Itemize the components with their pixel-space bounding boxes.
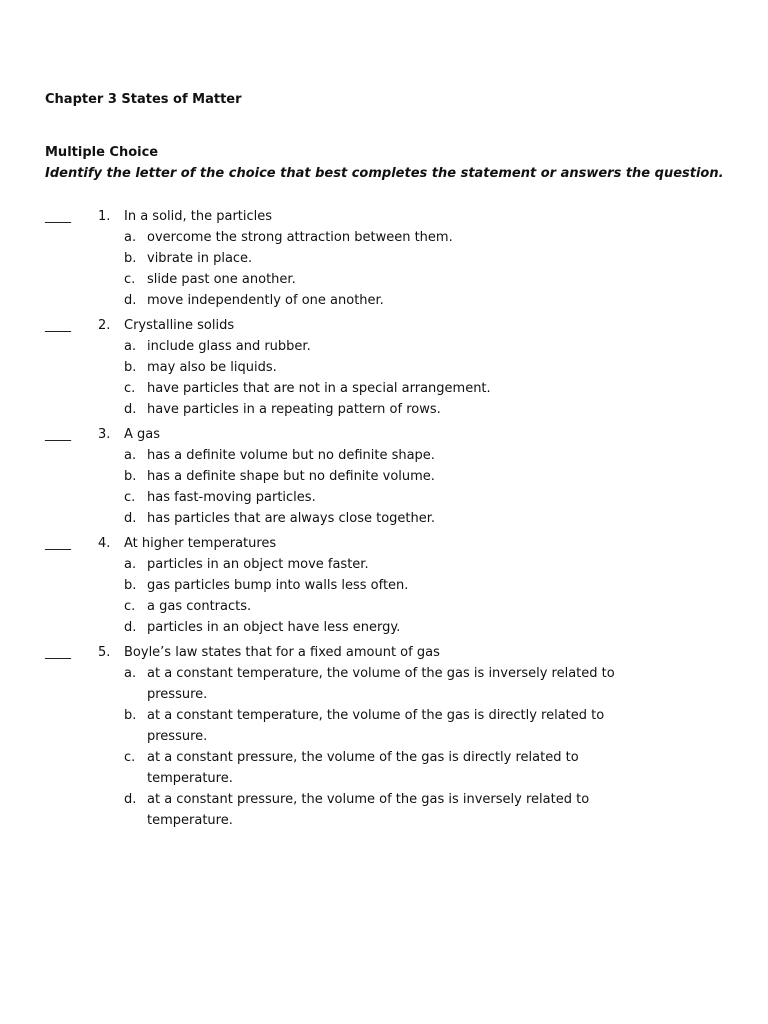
answer-blank[interactable]: ____ — [45, 427, 71, 442]
question-number: 5. — [98, 645, 111, 660]
choice-text: particles in an object move faster. — [147, 557, 369, 572]
question-stem: Crystalline solids — [124, 318, 235, 333]
choice-text: has particles that are always close together. — [147, 511, 436, 526]
choice-text: particles in an object have less energy. — [147, 620, 401, 635]
choice-text: gas particles bump into walls less often. — [147, 578, 409, 593]
choice-d — [0, 617, 768, 638]
choice-letter: a. — [124, 666, 137, 681]
answer-blank[interactable]: ____ — [45, 209, 71, 224]
choice-text: at a constant temperature, the volume of the gas is inversely related to pressure. — [147, 666, 615, 702]
choice-a — [0, 663, 768, 705]
question-row — [0, 315, 768, 336]
choice-text: slide past one another. — [147, 272, 296, 287]
choice-a — [0, 336, 768, 357]
choice-c — [0, 596, 768, 617]
choice-letter: d. — [124, 402, 137, 417]
choice-b — [0, 705, 768, 747]
choice-b — [0, 248, 768, 269]
question-stem: A gas — [124, 427, 161, 442]
choice-letter: a. — [124, 448, 137, 463]
question-row — [0, 424, 768, 445]
choice-letter: d. — [124, 792, 137, 807]
instructions: Identify the letter of the choice that best completes the statement or answers the question. — [45, 166, 724, 181]
choice-letter: c. — [124, 272, 136, 287]
question-list — [0, 206, 768, 831]
question-number: 4. — [98, 536, 111, 551]
question-1 — [0, 206, 768, 311]
question-3 — [0, 424, 768, 529]
choice-a — [0, 445, 768, 466]
choice-d — [0, 290, 768, 311]
question-4 — [0, 533, 768, 638]
choice-letter: b. — [124, 360, 137, 375]
choice-text: vibrate in place. — [147, 251, 253, 266]
choice-text: has a definite volume but no definite shape. — [147, 448, 435, 463]
choice-a — [0, 554, 768, 575]
question-row — [0, 206, 768, 227]
choice-text: has fast-moving particles. — [147, 490, 316, 505]
choice-d — [0, 789, 768, 831]
choice-b — [0, 466, 768, 487]
choice-text: include glass and rubber. — [147, 339, 311, 354]
choice-text: has a definite shape but no definite volume. — [147, 469, 435, 484]
choice-text: a gas contracts. — [147, 599, 252, 614]
choice-letter: c. — [124, 599, 136, 614]
choice-letter: a. — [124, 339, 137, 354]
choice-c — [0, 269, 768, 290]
section-heading: Multiple Choice — [45, 145, 159, 160]
choice-letter: d. — [124, 620, 137, 635]
choice-letter: b. — [124, 469, 137, 484]
choice-letter: a. — [124, 557, 137, 572]
question-number: 2. — [98, 318, 111, 333]
question-row — [0, 642, 768, 663]
question-5 — [0, 642, 768, 831]
question-row — [0, 533, 768, 554]
answer-blank[interactable]: ____ — [45, 645, 71, 660]
choice-letter: c. — [124, 490, 136, 505]
question-number: 1. — [98, 209, 111, 224]
question-2 — [0, 315, 768, 420]
question-stem: In a solid, the particles — [124, 209, 273, 224]
choice-letter: b. — [124, 251, 137, 266]
choice-c — [0, 747, 768, 789]
choice-text: move independently of one another. — [147, 293, 384, 308]
choice-text: at a constant pressure, the volume of the gas is directly related to temperature. — [147, 750, 579, 786]
answer-blank[interactable]: ____ — [45, 536, 71, 551]
choice-c — [0, 487, 768, 508]
choice-d — [0, 508, 768, 529]
page-title: Chapter 3 States of Matter — [45, 92, 242, 107]
question-stem: Boyle’s law states that for a fixed amount of gas — [124, 645, 440, 660]
choice-b — [0, 357, 768, 378]
choice-text: overcome the strong attraction between them. — [147, 230, 453, 245]
choice-letter: a. — [124, 230, 137, 245]
choice-a — [0, 227, 768, 248]
question-stem: At higher temperatures — [124, 536, 277, 551]
choice-letter: c. — [124, 381, 136, 396]
answer-blank[interactable]: ____ — [45, 318, 71, 333]
choice-d — [0, 399, 768, 420]
question-number: 3. — [98, 427, 111, 442]
choice-letter: d. — [124, 293, 137, 308]
choice-letter: d. — [124, 511, 137, 526]
choice-letter: b. — [124, 708, 137, 723]
choice-text: at a constant temperature, the volume of the gas is directly related to pressure. — [147, 708, 605, 744]
choice-c — [0, 378, 768, 399]
choice-text: may also be liquids. — [147, 360, 277, 375]
choice-text: have particles in a repeating pattern of rows. — [147, 402, 441, 417]
choice-letter: b. — [124, 578, 137, 593]
choice-b — [0, 575, 768, 596]
choice-text: at a constant pressure, the volume of the gas is inversely related to temperature. — [147, 792, 590, 828]
choice-text: have particles that are not in a special arrangement. — [147, 381, 491, 396]
choice-letter: c. — [124, 750, 136, 765]
